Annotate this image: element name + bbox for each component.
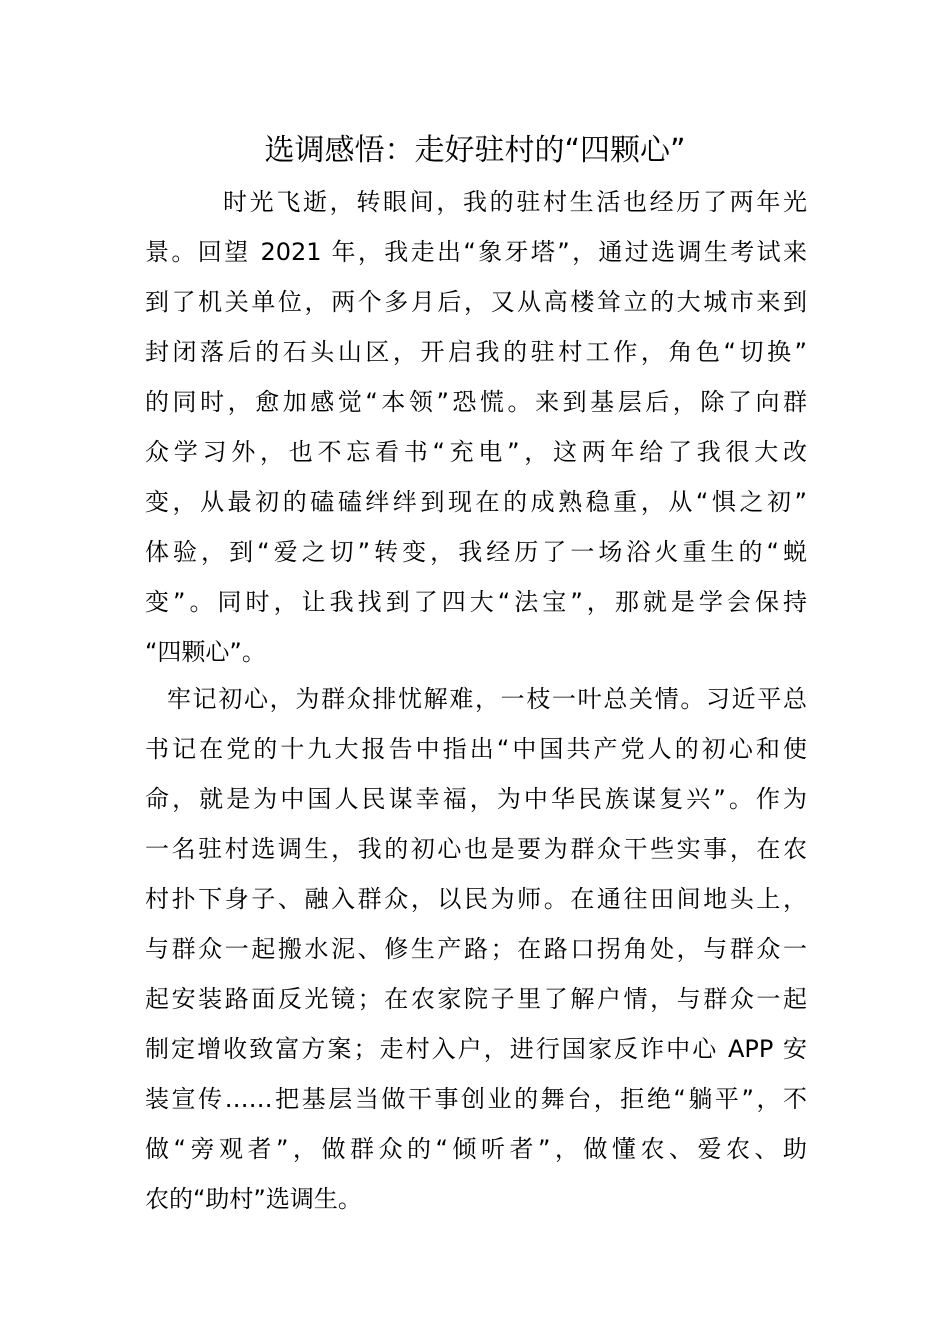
paragraph-line: 制定增收致富方案；走村入户，进行国家反诈中心 APP 安 [145, 1035, 807, 1063]
paragraph-2 [145, 674, 807, 1224]
paragraph-line: 与群众一起搬水泥、修生产路；在路口拐角处，与群众一 [145, 935, 807, 963]
paragraph-line: 起安装路面反光镜；在农家院子里了解户情，与群众一起 [145, 985, 807, 1013]
paragraph-line: 变”。同时，让我找到了四大“法宝”，那就是学会保持 [145, 588, 807, 616]
paragraph-line: 牢记初心，为群众排忧解难，一枝一叶总关情。习近平总 [167, 685, 807, 713]
paragraph-line: 的同时，愈加感觉“本领”恐慌。来到基层后，除了向群 [145, 388, 807, 416]
paragraph-line: “四颗心”。 [145, 638, 266, 666]
paragraph-line: 景。回望 2021 年，我走出“象牙塔”，通过选调生考试来 [145, 238, 807, 266]
paragraph-line: 变，从最初的磕磕绊绊到现在的成熟稳重，从“惧之初” [145, 488, 807, 516]
paragraph-line: 命，就是为中国人民谋幸福，为中华民族谋复兴”。作为 [145, 785, 807, 813]
document-title: 选调感悟：走好驻村的“四颗心” [264, 133, 686, 168]
paragraph-line: 封闭落后的石头山区，开启我的驻村工作，角色“切换” [145, 338, 807, 366]
paragraph-line: 时光飞逝，转眼间，我的驻村生活也经历了两年光 [223, 188, 807, 216]
paragraph-line: 装宣传……把基层当做干事创业的舞台，拒绝“躺平”，不 [145, 1085, 807, 1113]
paragraph-line: 众学习外，也不忘看书“充电”，这两年给了我很大改 [145, 438, 807, 466]
paragraph-line: 体验，到“爱之切”转变，我经历了一场浴火重生的“蜕 [145, 538, 807, 566]
paragraph-line: 村扑下身子、融入群众，以民为师。在通往田间地头上， [145, 885, 807, 913]
paragraph-line: 做“旁观者”，做群众的“倾听者”，做懂农、爱农、助 [145, 1135, 807, 1163]
paragraph-line: 农的“助村”选调生。 [145, 1185, 362, 1213]
paragraph-1 [145, 177, 807, 677]
paragraph-line: 书记在党的十九大报告中指出“中国共产党人的初心和使 [145, 735, 807, 763]
paragraph-line: 一名驻村选调生，我的初心也是要为群众干些实事，在农 [145, 835, 807, 863]
paragraph-line: 到了机关单位，两个多月后，又从高楼耸立的大城市来到 [145, 288, 807, 316]
